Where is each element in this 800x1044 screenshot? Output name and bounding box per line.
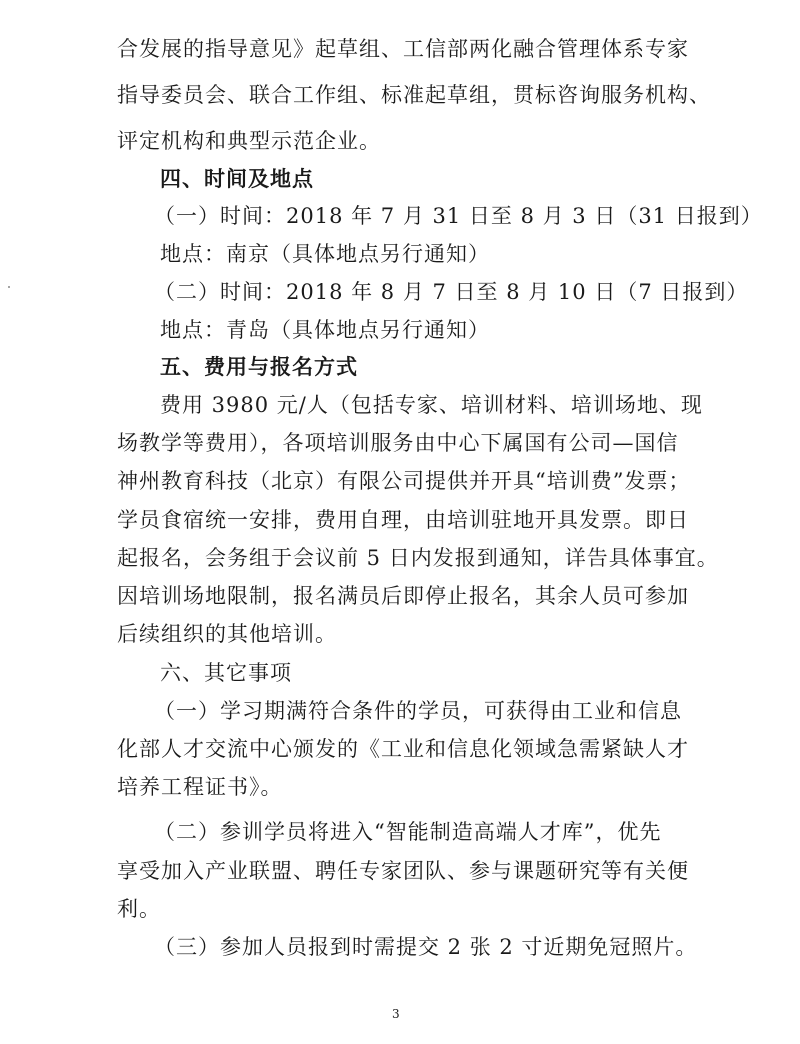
paragraph-line: 指导委员会、联合工作组、标准起草组，贯标咨询服务机构、 [117,83,711,107]
paragraph-line: 学员食宿统一安排，费用自理，由培训驻地开具发票。即日 [117,508,689,532]
paragraph-line: 场教学等费用），各项培训服务由中心下属国有公司—国信 [117,431,679,455]
paragraph-line: 地点：青岛（具体地点另行通知） [160,318,490,342]
paragraph-line: 合发展的指导意见》起草组、工信部两化融合管理体系专家 [117,37,689,61]
paragraph-line: （三）参加人员报到时需提交 2 张 2 寸近期免冠照片。 [154,935,698,959]
paragraph-line: 后续组织的其他培训。 [117,622,337,646]
paragraph-line: （一）学习期满符合条件的学员，可获得由工业和信息 [154,699,682,723]
paragraph-line: （一）时间：2018 年 7 月 31 日至 8 月 3 日（31 日报到） [154,204,763,228]
paragraph-line: （二）参训学员将进入“智能制造高端人才库”，优先 [154,820,662,844]
section-heading-fees: 五、费用与报名方式 [160,354,358,379]
paragraph-line: 享受加入产业联盟、聘任专家团队、参与课题研究等有关便 [117,859,689,883]
paragraph-line: 利。 [117,897,161,921]
paragraph-line: 化部人才交流中心颁发的《工业和信息化领域急需紧缺人才 [117,737,689,761]
section-heading-other: 六、其它事项 [160,661,292,685]
paragraph-line: 费用 3980 元/人（包括专家、培训材料、培训场地、现 [160,393,703,417]
section-heading-time-location: 四、时间及地点 [160,166,314,191]
paragraph-line: 起报名，会务组于会议前 5 日内发报到通知，详告具体事宜。 [117,546,719,570]
paragraph-line: 评定机构和典型示范企业。 [117,129,381,153]
scan-speck [8,286,10,288]
paragraph-line: 地点：南京（具体地点另行通知） [160,242,490,266]
page-number: 3 [392,1007,400,1021]
paragraph-line: 因培训场地限制，报名满员后即停止报名，其余人员可参加 [117,584,689,608]
paragraph-line: （二）时间：2018 年 8 月 7 日至 8 月 10 日（7 日报到） [154,280,749,304]
paragraph-line: 培养工程证书》。 [117,775,283,799]
paragraph-line: 神州教育科技（北京）有限公司提供并开具“培训费”发票； [117,469,691,493]
